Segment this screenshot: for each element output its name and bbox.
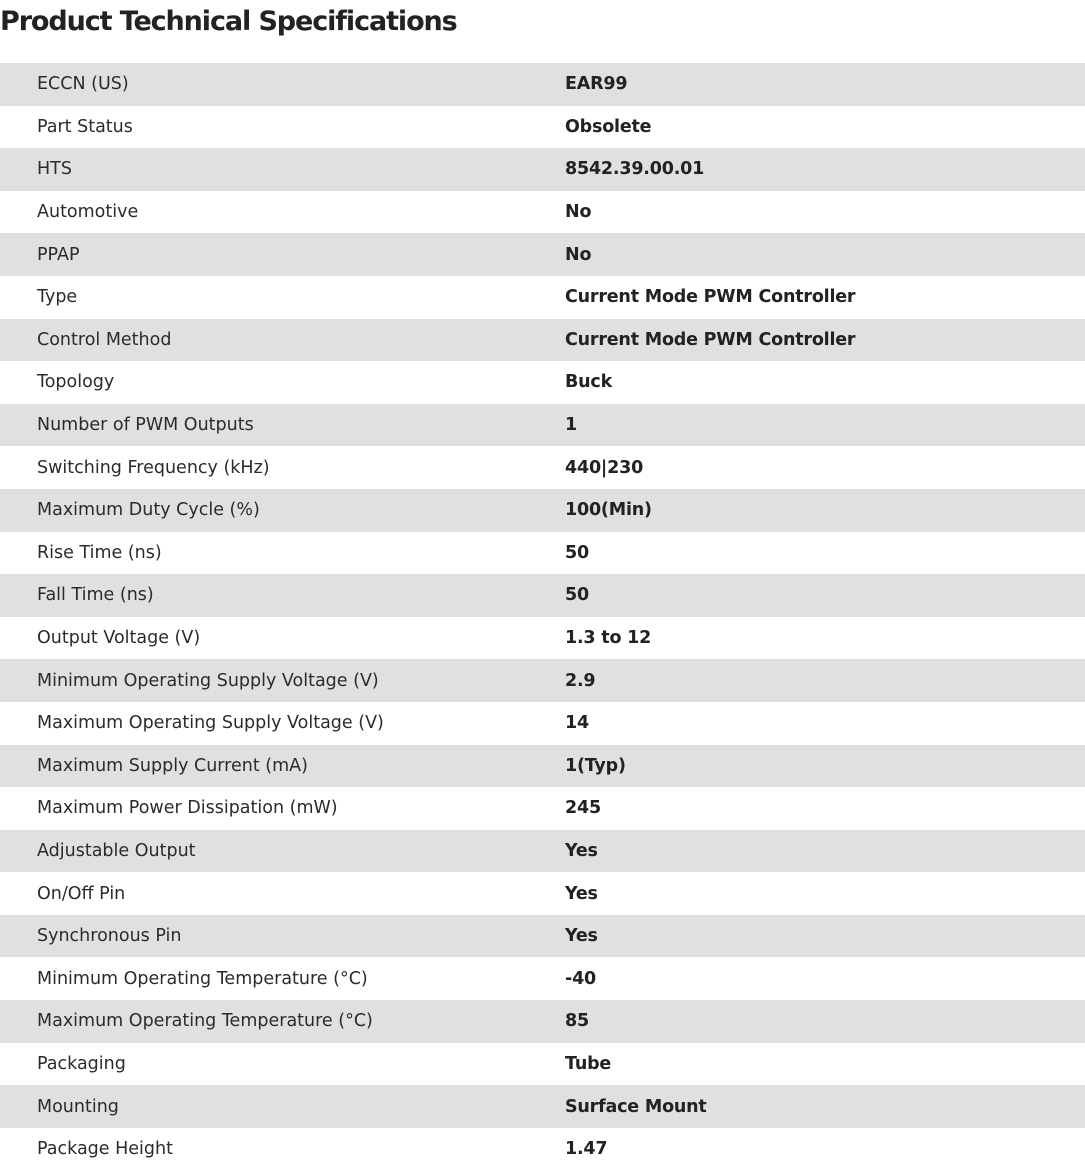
spec-label: PPAP (37, 244, 80, 265)
spec-label: Type (37, 287, 78, 308)
spec-row (0, 915, 1085, 958)
spec-value: Tube (565, 1053, 612, 1074)
spec-row (0, 233, 1085, 276)
spec-label: Package Height (37, 1139, 173, 1160)
spec-row (0, 957, 1085, 1000)
spec-row (0, 1000, 1085, 1043)
spec-value: Yes (565, 883, 598, 904)
spec-label: Maximum Power Dissipation (mW) (37, 798, 338, 819)
spec-label: Topology (37, 372, 115, 393)
spec-value: 245 (565, 798, 601, 819)
spec-row (0, 617, 1085, 660)
spec-value: 1(Typ) (565, 755, 626, 776)
spec-value: 1.3 to 12 (565, 628, 652, 649)
spec-value: Current Mode PWM Controller (565, 329, 856, 350)
spec-value: 100(Min) (565, 500, 652, 521)
spec-value: Yes (565, 926, 598, 947)
spec-label: Number of PWM Outputs (37, 415, 254, 436)
spec-label: Maximum Supply Current (mA) (37, 755, 308, 776)
spec-value: Obsolete (565, 116, 652, 137)
spec-value: 1 (565, 415, 577, 436)
spec-label: Fall Time (ns) (37, 585, 154, 606)
spec-label: Automotive (37, 202, 139, 223)
spec-value: 2.9 (565, 670, 596, 691)
spec-value: -40 (565, 968, 597, 989)
spec-value: Buck (565, 372, 613, 393)
spec-row (0, 489, 1085, 532)
spec-value: 85 (565, 1011, 589, 1032)
spec-label: Minimum Operating Supply Voltage (V) (37, 670, 379, 691)
spec-row (0, 361, 1085, 404)
spec-row (0, 148, 1085, 191)
page-title: Product Technical Specifications (0, 6, 457, 37)
spec-label: Synchronous Pin (37, 926, 182, 947)
spec-row (0, 106, 1085, 149)
spec-row (0, 404, 1085, 447)
spec-row (0, 702, 1085, 745)
spec-value: EAR99 (565, 74, 628, 95)
spec-value: 1.47 (565, 1139, 608, 1160)
spec-label: Mounting (37, 1096, 119, 1117)
spec-value: 440|230 (565, 457, 644, 478)
spec-row (0, 830, 1085, 873)
spec-value: No (565, 202, 592, 223)
spec-row (0, 191, 1085, 234)
spec-row (0, 1085, 1085, 1128)
spec-label: Adjustable Output (37, 840, 196, 861)
spec-label: ECCN (US) (37, 74, 129, 95)
spec-row (0, 319, 1085, 362)
spec-row (0, 1043, 1085, 1086)
spec-label: Switching Frequency (kHz) (37, 457, 270, 478)
spec-table (0, 63, 1085, 1170)
spec-label: On/Off Pin (37, 883, 126, 904)
spec-row (0, 532, 1085, 575)
spec-label: Control Method (37, 329, 172, 350)
spec-row (0, 446, 1085, 489)
spec-row (0, 574, 1085, 617)
spec-value: Current Mode PWM Controller (565, 287, 856, 308)
spec-value: 14 (565, 713, 589, 734)
spec-label: HTS (37, 159, 72, 180)
spec-row (0, 659, 1085, 702)
spec-label: Maximum Operating Temperature (°C) (37, 1011, 373, 1032)
spec-row (0, 276, 1085, 319)
spec-value: Yes (565, 840, 598, 861)
spec-value: No (565, 244, 592, 265)
spec-row (0, 63, 1085, 106)
spec-row (0, 872, 1085, 915)
spec-label: Maximum Operating Supply Voltage (V) (37, 713, 384, 734)
spec-row (0, 787, 1085, 830)
spec-label: Rise Time (ns) (37, 542, 162, 563)
spec-label: Minimum Operating Temperature (°C) (37, 968, 368, 989)
spec-label: Maximum Duty Cycle (%) (37, 500, 260, 521)
spec-value: Surface Mount (565, 1096, 707, 1117)
spec-value: 8542.39.00.01 (565, 159, 705, 180)
spec-label: Packaging (37, 1053, 126, 1074)
spec-row (0, 745, 1085, 788)
spec-value: 50 (565, 585, 589, 606)
spec-label: Part Status (37, 116, 133, 137)
spec-label: Output Voltage (V) (37, 628, 201, 649)
spec-value: 50 (565, 542, 589, 563)
